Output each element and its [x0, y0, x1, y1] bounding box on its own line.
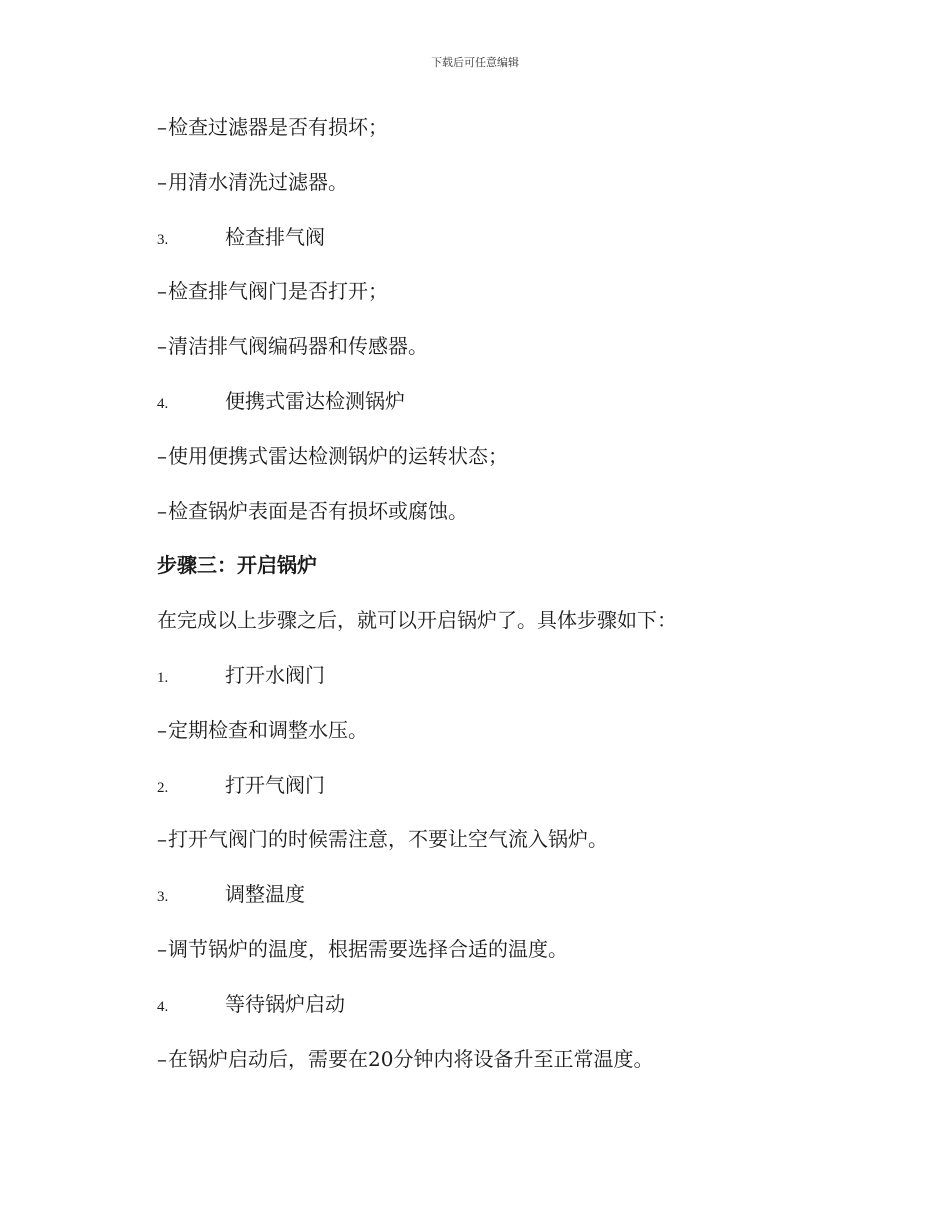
bullet-line — [157, 1042, 797, 1097]
bullet-text: 清洁排气阀编码器和传感器。 — [168, 334, 428, 359]
item-title: 等待锅炉启动 — [225, 991, 345, 1016]
bullet-line — [157, 494, 797, 549]
item-number: 3. — [157, 889, 169, 906]
numbered-item — [157, 220, 797, 275]
bullet-dash: – — [157, 169, 167, 194]
bullet-dash: – — [157, 334, 167, 359]
bullet-line — [157, 274, 797, 329]
item-number: 1. — [157, 669, 169, 686]
numbered-item — [157, 658, 797, 713]
document-body — [157, 110, 797, 1096]
item-number: 2. — [157, 779, 169, 796]
bullet-dash: – — [157, 443, 167, 468]
bullet-text: 检查排气阀门是否打开； — [168, 279, 388, 304]
bullet-line — [157, 822, 797, 877]
page-header: 下载后可任意编辑 — [431, 56, 519, 69]
bullet-dash: – — [157, 936, 167, 961]
section-heading: 步骤三：开启锅炉 — [157, 553, 317, 578]
bullet-line — [157, 329, 797, 384]
bullet-line — [157, 932, 797, 987]
paragraph: 在完成以上步骤之后，就可以开启锅炉了。具体步骤如下： — [157, 608, 677, 633]
numbered-item — [157, 987, 797, 1042]
item-title: 检查排气阀 — [225, 224, 325, 249]
bullet-line — [157, 165, 797, 220]
bullet-text: 使用便携式雷达检测锅炉的运转状态； — [168, 443, 508, 468]
item-number: 3. — [157, 231, 169, 248]
bullet-text: 检查锅炉表面是否有损坏或腐蚀。 — [168, 498, 468, 523]
numbered-item — [157, 877, 797, 932]
bullet-dash: – — [157, 115, 167, 139]
item-title: 打开水阀门 — [225, 662, 325, 687]
numbered-item — [157, 768, 797, 823]
bullet-text: 定期检查和调整水压。 — [168, 717, 368, 742]
bullet-text: 调节锅炉的温度，根据需要选择合适的温度。 — [168, 936, 568, 961]
bullet-line — [157, 713, 797, 768]
item-number: 4. — [157, 998, 169, 1015]
bullet-dash: – — [157, 498, 167, 523]
bullet-dash: – — [157, 717, 167, 742]
item-number: 4. — [157, 395, 169, 412]
bullet-dash: – — [157, 827, 167, 852]
bullet-dash: – — [157, 1046, 167, 1071]
item-title: 打开气阀门 — [225, 772, 325, 797]
bullet-text: 打开气阀门的时候需注意，不要让空气流入锅炉。 — [168, 827, 608, 852]
bullet-dash: – — [157, 279, 167, 304]
bullet-text: 在锅炉启动后，需要在20分钟内将设备升至正常温度。 — [168, 1046, 654, 1071]
bullet-text: 检查过滤器是否有损坏； — [168, 115, 388, 139]
item-title: 调整温度 — [225, 882, 305, 907]
item-title: 便携式雷达检测锅炉 — [225, 388, 405, 413]
bullet-line — [157, 110, 797, 165]
numbered-item — [157, 384, 797, 439]
bullet-text: 用清水清洗过滤器。 — [168, 169, 348, 194]
bullet-line — [157, 439, 797, 494]
